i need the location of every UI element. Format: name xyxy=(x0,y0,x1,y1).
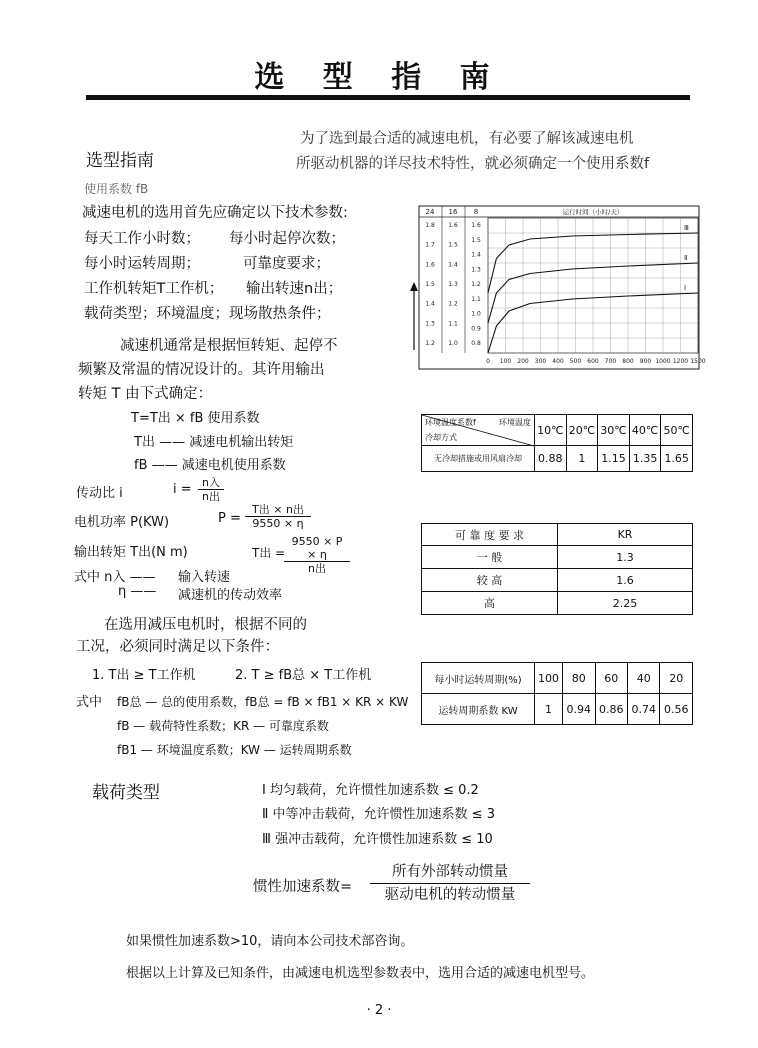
design-p1: 减速机通常是根据恒转矩、起停不 xyxy=(120,338,338,354)
chart-title: 运行时间（小时/天） xyxy=(562,208,624,216)
temperature-factor-table xyxy=(421,414,693,472)
chart-y-tick: 1.4 xyxy=(471,251,481,259)
chart-x-tick: 900 xyxy=(639,358,652,365)
power-label: 电机功率 P(KW) xyxy=(74,515,170,530)
temp-header-cooling: 冷却方式 xyxy=(425,433,457,442)
temp-table-header-cell xyxy=(422,415,535,446)
chart-y-tick: 1.0 xyxy=(448,340,458,347)
section-subheading: 使用系数 fB xyxy=(84,182,149,196)
formula-output-torque-def: T出 —— 减速电机输出转矩 xyxy=(134,435,294,450)
ratio-denominator: n出 xyxy=(202,490,220,503)
where-heading: 式中 xyxy=(76,695,103,710)
intro-line-2: 所驱动机器的详尽技术特性，就必须确定一个使用系数f xyxy=(296,156,650,172)
chart-y-tick: 1.3 xyxy=(448,281,458,288)
chart-x-tick: 400 xyxy=(552,358,564,365)
condition-2: 2. T ≥ fB总 × T工作机 xyxy=(235,668,372,683)
rel-val-highest: 2.25 xyxy=(558,592,693,615)
param-hours-per-day: 每天工作小时数； xyxy=(84,231,200,247)
chart-y-tick: 1.4 xyxy=(448,261,458,269)
temp-header-factor: 环境温度系数f xyxy=(425,418,476,427)
temp-val-20: 1 xyxy=(566,446,598,472)
where-temp-factor: fB1 — 环境温度系数；KW — 运转周期系数 xyxy=(117,743,352,757)
rel-val-normal: 1.3 xyxy=(558,546,693,569)
formula-service-factor-def: fB —— 减速电机使用系数 xyxy=(134,458,286,473)
cycle-kw-40: 0.74 xyxy=(628,694,660,725)
chart-y-tick: 0.8 xyxy=(471,340,481,347)
cycle-row1-label: 每小时运转周期(%) xyxy=(422,663,535,694)
chart-series-label: Ⅱ xyxy=(684,254,688,262)
rel-col-requirement: 可 靠 度 要 求 xyxy=(422,524,558,546)
where-load-factor: fB — 载荷特性系数；KR — 可靠度系数 xyxy=(117,719,329,733)
cycle-pct-80: 80 xyxy=(563,663,595,694)
page-number: · 2 · xyxy=(366,1003,392,1018)
cycle-row2-label: 运转周期系数 KW xyxy=(422,694,535,725)
chart-x-tick: 0 xyxy=(486,358,490,365)
param-output-speed: 输出转速n出； xyxy=(246,281,343,297)
chart-y-tick: 1.4 xyxy=(425,300,435,308)
chart-x-tick: 700 xyxy=(604,358,617,365)
load-type-3: Ⅲ 强冲击载荷，允许惯性加速系数 ≤ 10 xyxy=(262,832,493,847)
chart-y-tick: 1.0 xyxy=(471,310,481,318)
intro-line-1: 为了选到最合适的减速电机，有必要了解该减速电机 xyxy=(300,131,634,147)
chart-y-tick: 1.6 xyxy=(425,261,435,269)
chart-y-tick: 1.3 xyxy=(471,266,481,274)
chart-x-tick: 600 xyxy=(587,358,599,365)
chart-y-tick: 1.8 xyxy=(425,222,435,229)
temp-val-10: 0.88 xyxy=(535,446,567,472)
where-input-speed: 式中 n入 —— xyxy=(74,570,156,585)
inertia-label: 惯性加速系数= xyxy=(253,879,353,895)
chart-y-tick: 1.2 xyxy=(471,281,481,288)
chart-series-label: Ⅲ xyxy=(684,224,689,232)
param-reliability: 可靠度要求； xyxy=(243,256,330,272)
title-rule xyxy=(86,95,690,100)
chart-y-tick: 1.5 xyxy=(425,281,435,288)
temp-val-30: 1.15 xyxy=(598,446,630,472)
design-p3: 转矩 T 由下式确定： xyxy=(78,386,213,402)
temp-col-50: 50℃ xyxy=(661,415,693,446)
chart-y-tick: 1.5 xyxy=(471,236,481,244)
param-starts-per-hour: 每小时起停次数； xyxy=(229,231,345,247)
torque-numerator: 9550 × P × η xyxy=(284,535,350,562)
cycle-pct-60: 60 xyxy=(595,663,627,694)
temp-col-20: 20℃ xyxy=(566,415,598,446)
rel-val-high: 1.6 xyxy=(558,569,693,592)
chart-y-tick: 1.1 xyxy=(471,295,481,303)
chart-x-tick: 1200 xyxy=(672,358,689,365)
chart-x-tick: 800 xyxy=(622,358,634,365)
chart-y-tick: 0.9 xyxy=(471,325,481,333)
inertia-denominator: 驱动电机的转动惯量 xyxy=(384,887,516,903)
ratio-fraction xyxy=(198,476,224,503)
torque-label: 输出转矩 T出(N m) xyxy=(74,545,188,560)
power-equals: P = xyxy=(218,511,241,526)
cycle-kw-100: 1 xyxy=(535,694,563,725)
rel-row-high: 较 高 xyxy=(422,569,558,592)
section-heading: 选型指南 xyxy=(86,151,154,171)
page-title: 选 型 指 南 xyxy=(254,60,504,95)
col-head-24: 24 xyxy=(425,208,435,216)
cycle-pct-20: 20 xyxy=(660,663,693,694)
temp-val-50: 1.65 xyxy=(661,446,693,472)
col-head-16: 16 xyxy=(448,208,458,216)
cycle-kw-60: 0.86 xyxy=(595,694,627,725)
chart-y-tick: 1.6 xyxy=(448,222,458,229)
cycle-pct-100: 100 xyxy=(535,663,563,694)
where-efficiency-text: 减速机的传动效率 xyxy=(178,588,283,603)
inertia-numerator: 所有外部转动惯量 xyxy=(370,861,530,884)
torque-equals: T出 = xyxy=(252,546,286,560)
condition-1: 1. T出 ≥ T工作机 xyxy=(92,668,196,683)
chart-x-tick: 1500 xyxy=(690,358,706,365)
chart-y-tick: 1.5 xyxy=(448,241,458,249)
chart-x-tick: 500 xyxy=(569,358,582,365)
cycle-kw-20: 0.56 xyxy=(660,694,693,725)
chart-y-tick: 1.3 xyxy=(425,320,435,328)
ratio-numerator: n入 xyxy=(198,476,224,490)
chart-y-tick: 1.7 xyxy=(425,241,435,249)
where-input-speed-text: 输入转速 xyxy=(178,570,231,585)
rel-row-highest: 高 xyxy=(422,592,558,615)
param-machine-torque: 工作机转矩T工作机； xyxy=(84,281,224,297)
temp-val-40: 1.35 xyxy=(629,446,661,472)
where-total-factor: fB总 — 总的使用系数，fB总 = fB × fB1 × KR × KW xyxy=(117,695,409,709)
params-lead: 减速电机的选用首先应确定以下技术参数: xyxy=(82,205,348,221)
temp-col-10: 10℃ xyxy=(535,415,567,446)
power-numerator: T出 × n出 xyxy=(245,503,311,517)
temp-col-40: 40℃ xyxy=(629,415,661,446)
formula-allowed-torque: T=T出 × fB 使用系数 xyxy=(131,411,260,426)
cycle-kw-80: 0.94 xyxy=(563,694,595,725)
ratio-label: 传动比 i xyxy=(76,486,123,501)
chart-y-tick: 1.1 xyxy=(448,320,458,328)
param-load-env: 载荷类型；环境温度；现场散热条件； xyxy=(84,306,331,322)
design-p2: 频繁及常温的情况设计的。其许用输出 xyxy=(78,362,325,378)
rel-col-kr: KR xyxy=(558,524,693,546)
power-denominator: 9550 × η xyxy=(252,517,304,530)
rel-row-normal: 一 般 xyxy=(422,546,558,569)
load-heading: 载荷类型 xyxy=(92,783,160,803)
power-fraction xyxy=(245,503,311,530)
cycle-factor-table xyxy=(421,662,693,725)
cycle-pct-40: 40 xyxy=(628,663,660,694)
chart-x-tick: 300 xyxy=(534,358,547,365)
conditions-p1: 在选用减压电机时，根据不同的 xyxy=(104,617,307,633)
ratio-equals: i = xyxy=(173,482,192,497)
chart-x-tick: 200 xyxy=(517,358,529,365)
note-select: 根据以上计算及已知条件，由减速电机选型参数表中，选用合适的减速电机型号。 xyxy=(126,966,595,981)
col-head-8: 8 xyxy=(473,208,479,216)
reliability-table xyxy=(421,523,693,615)
note-consult: 如果惯性加速系数>10，请向本公司技术部咨询。 xyxy=(126,934,414,949)
param-cycles-per-hour: 每小时运转周期； xyxy=(84,256,200,272)
load-type-1: Ⅰ 均匀载荷，允许惯性加速系数 ≤ 0.2 xyxy=(262,783,479,798)
inertia-fraction xyxy=(370,861,530,906)
chart-x-tick: 100 xyxy=(499,358,512,365)
temp-col-30: 30℃ xyxy=(598,415,630,446)
service-factor-chart xyxy=(418,205,706,370)
chart-series-label: Ⅰ xyxy=(684,284,687,292)
chart-y-tick: 1.2 xyxy=(448,300,458,308)
conditions-p2: 工况，必须同时满足以下条件： xyxy=(76,639,279,655)
load-type-2: Ⅱ 中等冲击载荷，允许惯性加速系数 ≤ 3 xyxy=(262,807,495,822)
temp-header-temp: 环境温度 xyxy=(499,418,531,427)
torque-denominator: n出 xyxy=(308,562,326,575)
chart-x-tick: 1000 xyxy=(655,358,671,365)
temp-row-label: 无冷却措施或用风扇冷却 xyxy=(422,446,535,472)
torque-fraction xyxy=(284,535,350,575)
where-efficiency: η —— xyxy=(118,584,157,599)
chart-y-tick: 1.6 xyxy=(471,222,481,229)
chart-y-tick: 1.2 xyxy=(425,340,435,347)
